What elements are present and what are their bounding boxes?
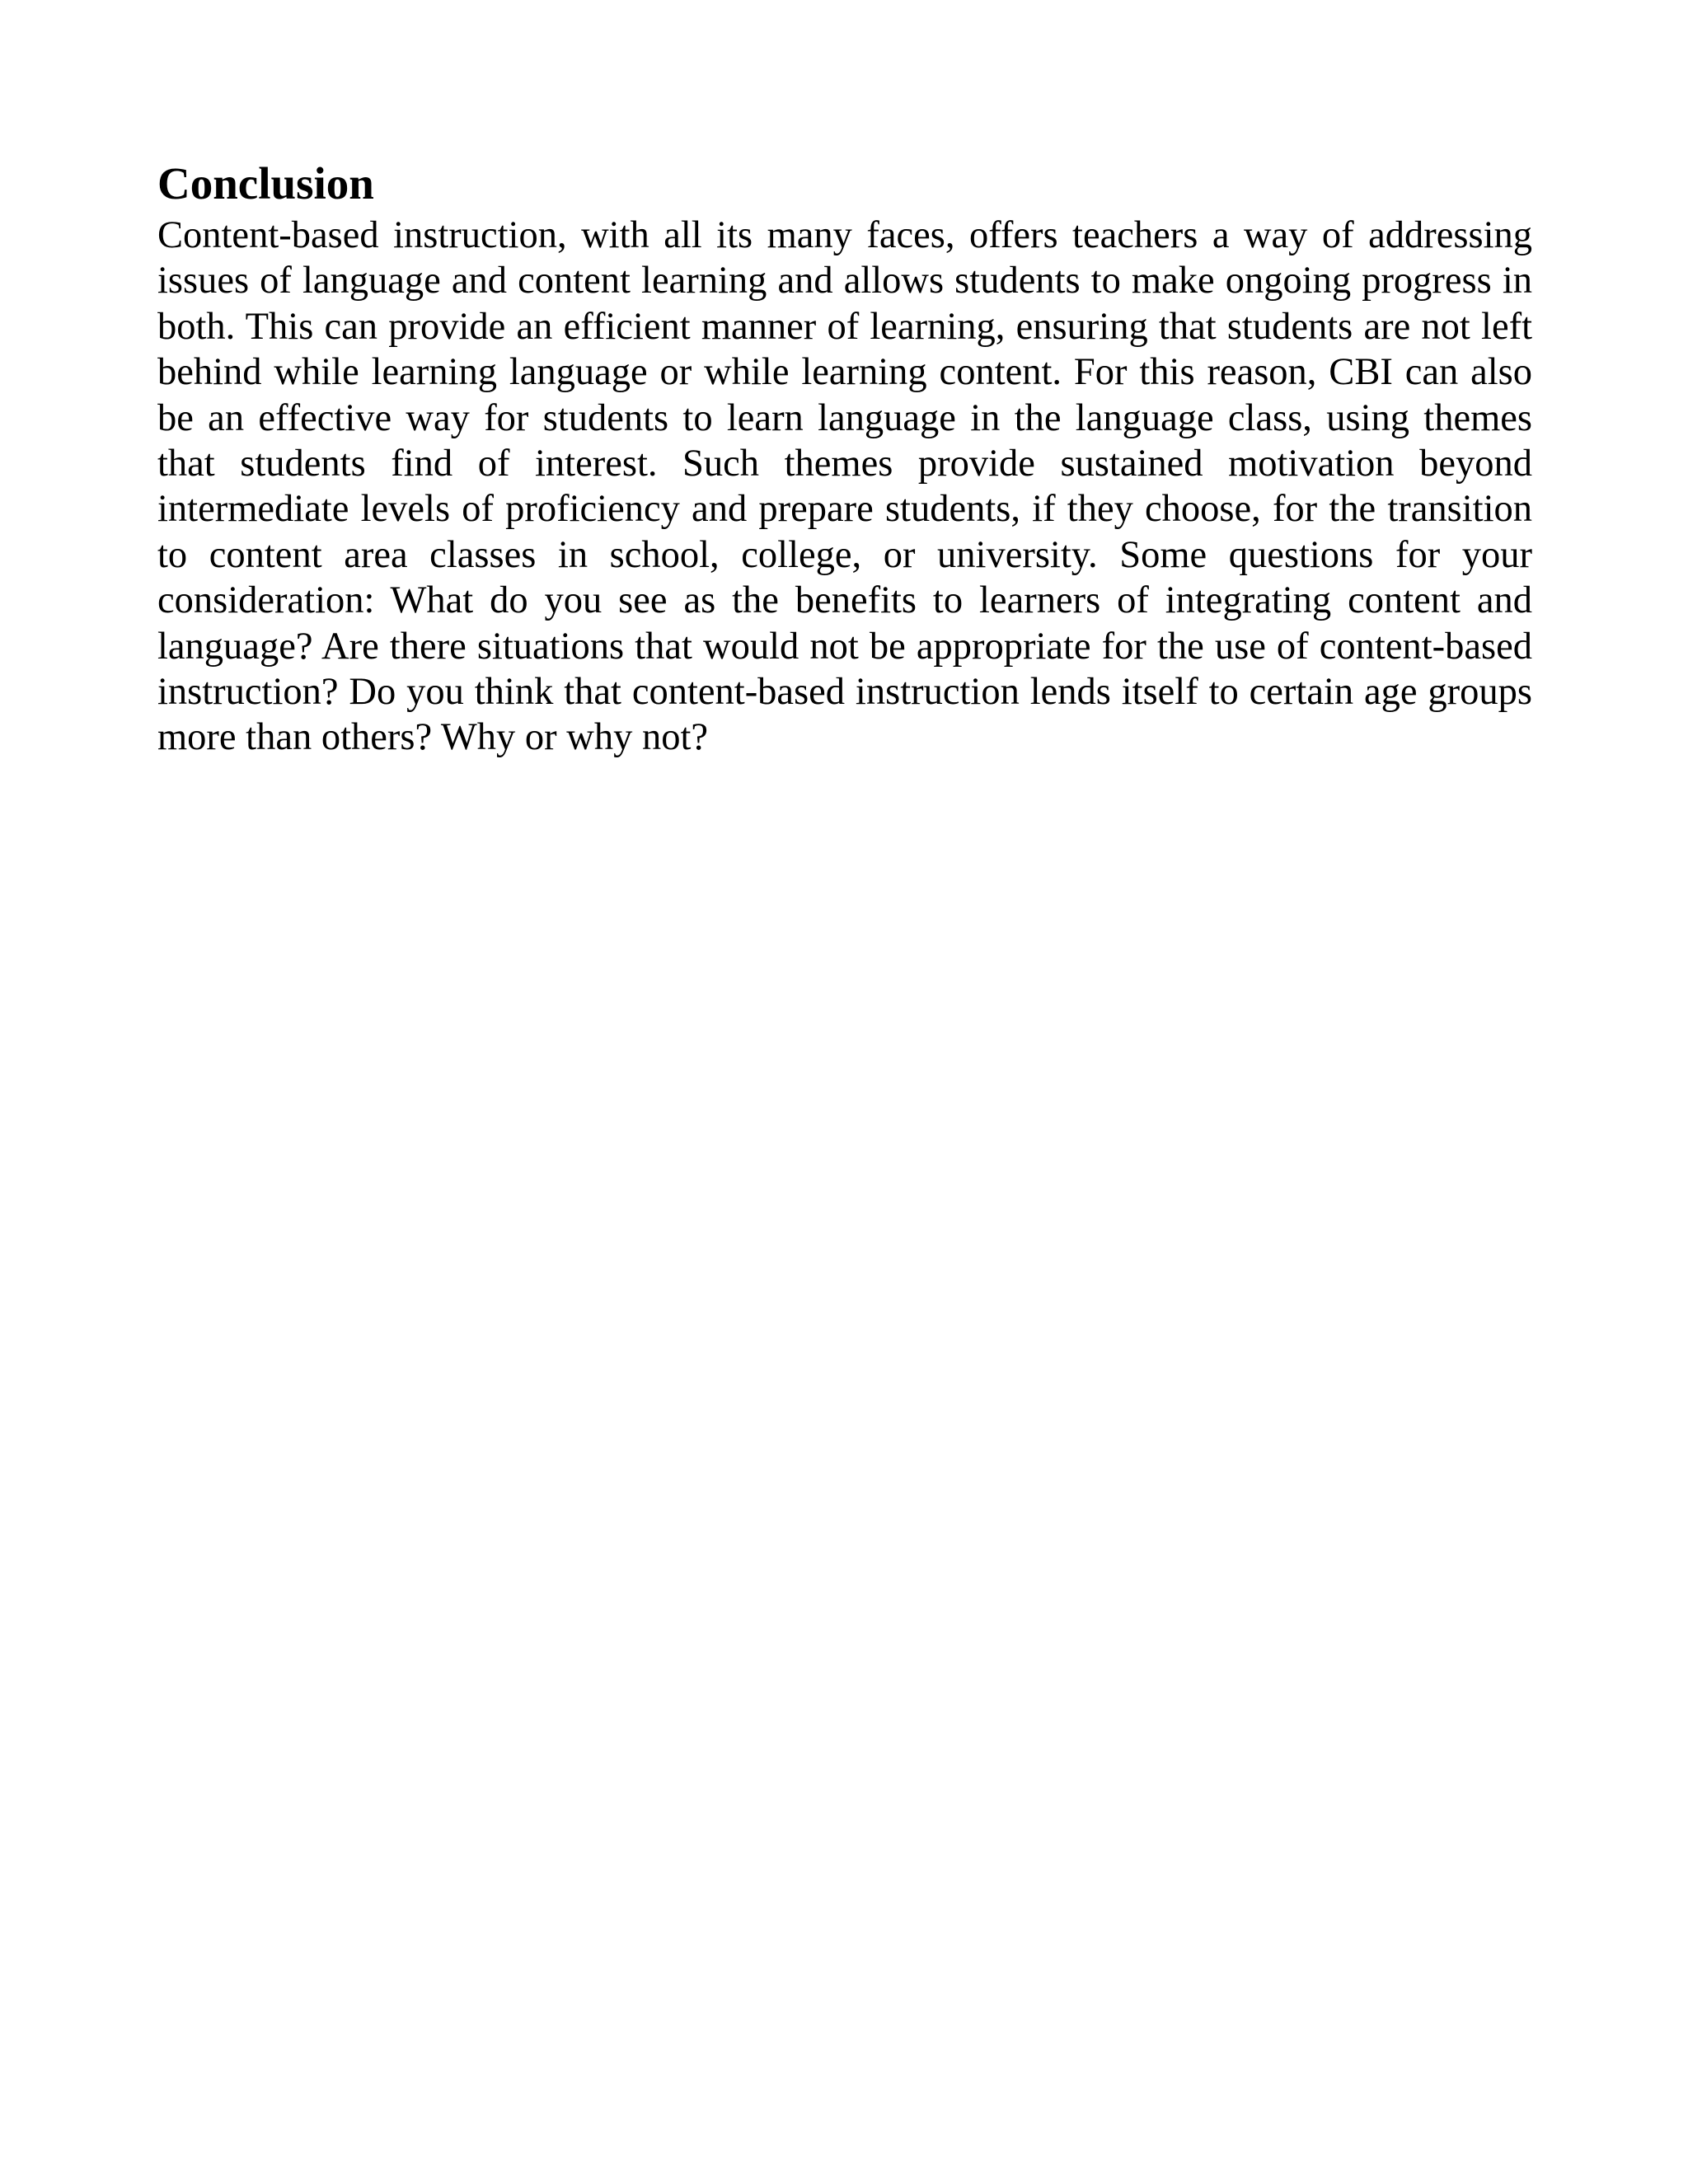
document-content <box>157 155 1532 761</box>
section-heading: Conclusion <box>157 158 374 209</box>
body-paragraph: Content-based instruction, with all its many faces, offers teachers a way of addressing issues of language and content learning and allows students to make ongoing progress in both. This can provide an efficient manner of learning, ensuring that students are not left behind while learning language or while learning content. For this reason, CBI can also be an effective way for students to learn language in the language class, using themes that students find of interest. Such themes provide sustained motivation beyond intermediate levels of proficiency and prepare students, if they choose, for the transition to content area classes in school, college, or university. Some questions for your consideration: What do you see as the benefits to learners of integrating content and language? Are there situations that would not be appropriate for the use of content-based instruction? Do you think that content-based instruction lends itself to certain age groups more than others? Why or why not? <box>157 214 1532 759</box>
